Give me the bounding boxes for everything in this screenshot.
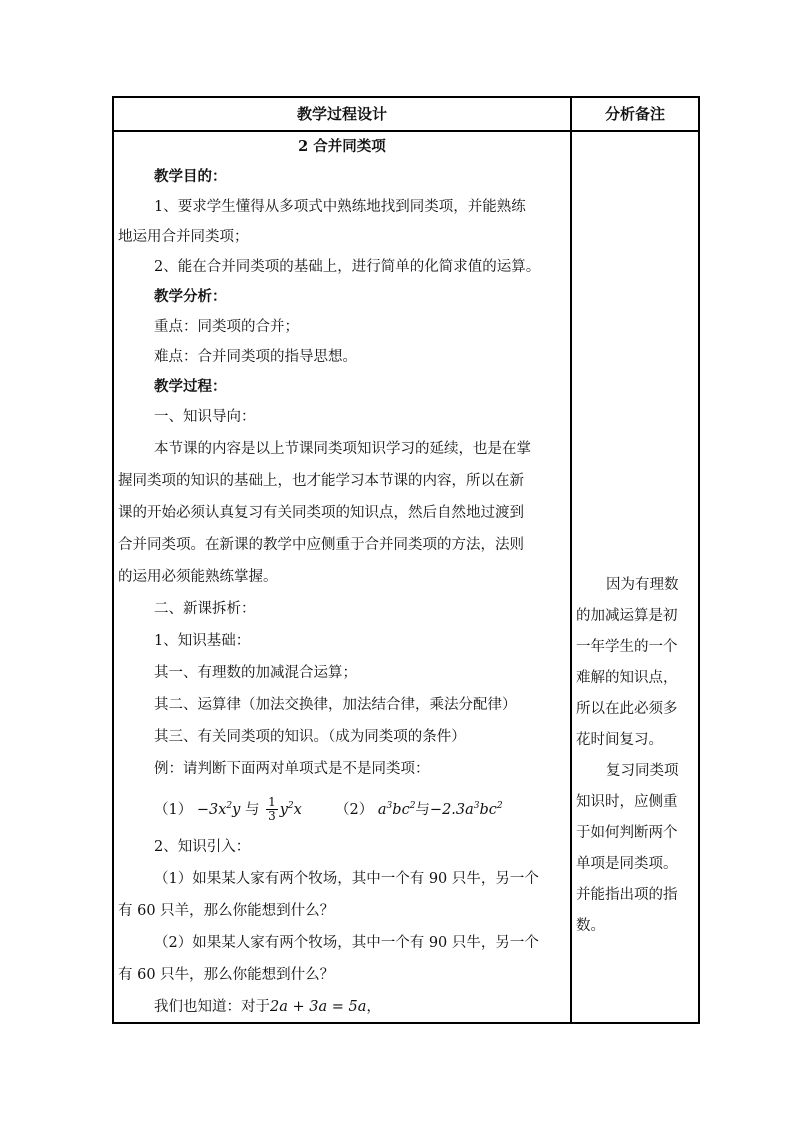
intro-line-c: 课的开始必须认真复习有关同类项的知识点，然后自然地过渡到 bbox=[118, 505, 524, 521]
question-1-line-a: （1）如果某人家有两个牧场，其中一个有 90 只牛，另一个 bbox=[154, 871, 539, 887]
example-2-join: 与 bbox=[415, 801, 430, 818]
note-line: 难解的知识点， bbox=[576, 670, 678, 686]
lesson-table bbox=[112, 96, 700, 1024]
goal-1-line-b: 地运用合并同类项； bbox=[118, 229, 249, 245]
goal-2: 2、能在合并同类项的基础上，进行简单的化简求值的运算。 bbox=[154, 259, 541, 275]
header-analysis-notes: 分析备注 bbox=[604, 105, 665, 123]
example-expressions bbox=[118, 788, 566, 824]
knowledge-intro-heading: 2、知识引入： bbox=[154, 839, 251, 855]
part-2-heading: 二、新课拆析： bbox=[154, 601, 256, 617]
note-line: 的加减运算是初 bbox=[576, 608, 678, 624]
goal-heading: 教学目的： bbox=[154, 168, 227, 185]
note-line: 知识时，应侧重 bbox=[576, 794, 678, 810]
intro-line-b: 握同类项的知识的基础上，也才能学习本节课的内容，所以在新 bbox=[118, 473, 524, 489]
question-2-line-a: （2）如果某人家有两个牧场，其中一个有 90 只牛，另一个 bbox=[154, 935, 539, 951]
question-1-line-b: 有 60 只羊，那么你能想到什么？ bbox=[118, 903, 335, 919]
difficulty: 难点：合并同类项的指导思想。 bbox=[154, 349, 357, 365]
note-line: 数。 bbox=[576, 918, 605, 934]
analysis-heading: 教学分析： bbox=[154, 288, 227, 305]
example-1-term-b: $y^2x$ bbox=[279, 801, 302, 818]
example-prompt: 例：请判断下面两对单项式是不是同类项： bbox=[154, 761, 430, 777]
section-title: 2 合并同类项 bbox=[298, 138, 386, 155]
note-line: 一年学生的一个 bbox=[576, 639, 678, 655]
note-line: 并能指出项的指 bbox=[576, 887, 678, 903]
question-2-line-b: 有 60 只牛，那么你能想到什么？ bbox=[118, 967, 335, 983]
example-1-join: 与 bbox=[244, 801, 260, 818]
example-2-term-a: $a^3bc^2$ bbox=[377, 801, 416, 818]
basic-3: 其三、有关同类项的知识。（成为同类项的条件） bbox=[154, 729, 466, 745]
final-equation: 2a + 3a = 5a bbox=[270, 999, 367, 1015]
part-1-heading: 一、知识导向： bbox=[154, 409, 256, 425]
example-1-term-a: $-3x^2y$ bbox=[196, 801, 241, 818]
table-header-row bbox=[114, 98, 698, 132]
goal-1-line-a: 1、要求学生懂得从多项式中熟练地找到同类项，并能熟练 bbox=[154, 199, 526, 215]
example-2-label: （2） bbox=[335, 801, 374, 818]
note-line: 因为有理数 bbox=[606, 577, 679, 593]
intro-line-e: 的运用必须能熟练掌握。 bbox=[118, 569, 278, 585]
note-line: 所以在此必须多 bbox=[576, 701, 678, 717]
note-line: 复习同类项 bbox=[606, 763, 679, 779]
final-statement: 我们也知道：对于2a + 3a = 5a， bbox=[154, 999, 381, 1015]
note-line: 单项是同类项。 bbox=[576, 856, 678, 872]
example-1-label: （1） bbox=[154, 801, 193, 818]
note-line: 于如何判断两个 bbox=[576, 825, 678, 841]
basic-2: 其二、运算律（加法交换律，加法结合律，乘法分配律） bbox=[154, 697, 517, 713]
basics-heading: 1、知识基础： bbox=[154, 633, 251, 649]
header-teaching-process: 教学过程设计 bbox=[296, 105, 387, 123]
intro-line-d: 合并同类项。在新课的教学中应侧重于合并同类项的方法，法则 bbox=[118, 537, 524, 553]
example-2-term-b: $-2.3a^3bc^2$ bbox=[429, 801, 503, 818]
basic-1: 其一、有理数的加减混合运算； bbox=[154, 665, 357, 681]
process-heading: 教学过程： bbox=[154, 378, 227, 395]
column-divider bbox=[570, 98, 572, 1022]
key-point: 重点：同类项的合并； bbox=[154, 319, 299, 335]
intro-line-a: 本节课的内容是以上节课同类项知识学习的延续，也是在掌 bbox=[154, 441, 531, 457]
fraction-one-third: $\frac{1}{3}$ bbox=[268, 795, 276, 824]
note-line: 花时间复习。 bbox=[576, 732, 663, 748]
